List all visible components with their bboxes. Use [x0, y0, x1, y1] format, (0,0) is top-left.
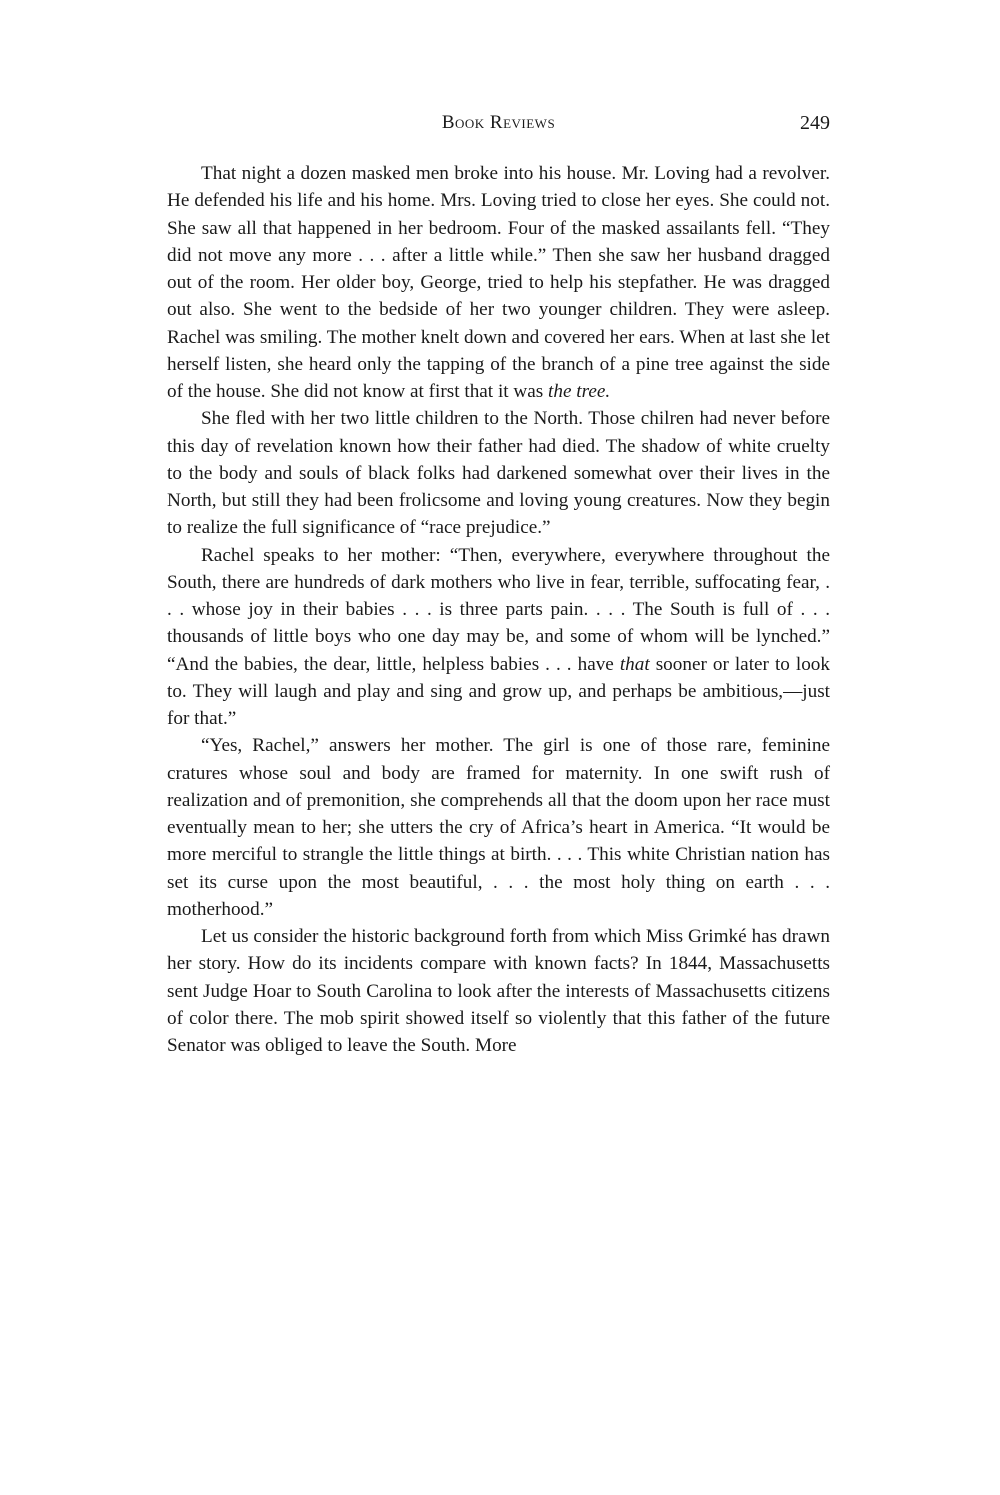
- running-head: [167, 112, 830, 140]
- paragraph-historic-background: [167, 923, 830, 1059]
- paragraph-masked-men: [167, 160, 830, 405]
- paragraph-text: She fled with her two little children to the North. Those chilren had never before this day of revelation known how their father had died. The shadow of white cruelty to the body and souls of black folks had darkened somewhat over their lives in the North, but still they had been frolicsome and loving young creatures. Now they begin to realize the full significance of “race prejudice.”: [167, 408, 830, 539]
- running-title: Book Reviews: [441, 112, 556, 133]
- paragraph-italic-text: that: [619, 653, 650, 675]
- body-text: [167, 160, 830, 1059]
- paragraph-text: Let us consider the historic background forth from which Miss Grimké has drawn her story. How do its incidents compare with known facts? In 1844, Massachusetts sent Judge Hoar to South Carolina to look after the interests of Massachusetts citizens of color there. The mob spirit showed itself so violently that this father of the future Senator was obliged to leave the South. More: [167, 926, 830, 1056]
- paragraph-italic-text: the tree.: [548, 381, 611, 402]
- paragraph-rachel-speaks: [167, 542, 830, 733]
- paragraph-flight-north: [167, 405, 830, 541]
- paragraph-text: That night a dozen masked men broke into his house. Mr. Loving had a revolver. He defended his life and his home. Mrs. Loving tried to close her eyes. She could not. She saw all that happened in her bedroom. Four of the masked assailants fell. “They did not move any more . . . after a little while.” Then she saw her husband dragged out of the room. Her older boy, George, tried to help his stepfather. He was dragged out also. She went to the bedside of her two younger children. They were asleep. Rachel was smiling. The mother knelt down and covered her ears. When at last she let herself listen, she heard only the tapping of the branch of a pine tree against the side of the house. She did not know at first that it was: [167, 163, 830, 402]
- paragraph-text: sooner or later to look to. They will laugh and play and sing and grow up, and perhaps be ambitious,—just for that.”: [167, 653, 830, 729]
- paragraph-text: Rachel speaks to her mother: “Then, everywhere, everywhere throughout the South, there are hundreds of dark mothers who live in fear, terrible, suffocating fear, . . . whose joy in their babies . . . is three parts pain. . . . The South is full of . . . thousands of little boys who one day may be, and some of whom will be lynched.” “And the babies, the dear, little, helpless babies . . . have: [167, 544, 830, 675]
- paragraph-mother-answers: [167, 732, 830, 923]
- paragraph-text: “Yes, Rachel,” answers her mother. The girl is one of those rare, feminine cratures whose soul and body are framed for maternity. In one swift rush of realization and of premonition, she comprehends all that the doom upon her race must eventually mean to her; she utters the cry of Africa’s heart in America. “It would be more merciful to strangle the little things at birth. . . . This white Christian nation has set its curse upon the most beautiful, . . . the most holy thing on earth . . . motherhood.”: [167, 735, 830, 920]
- page-number: 249: [800, 112, 830, 134]
